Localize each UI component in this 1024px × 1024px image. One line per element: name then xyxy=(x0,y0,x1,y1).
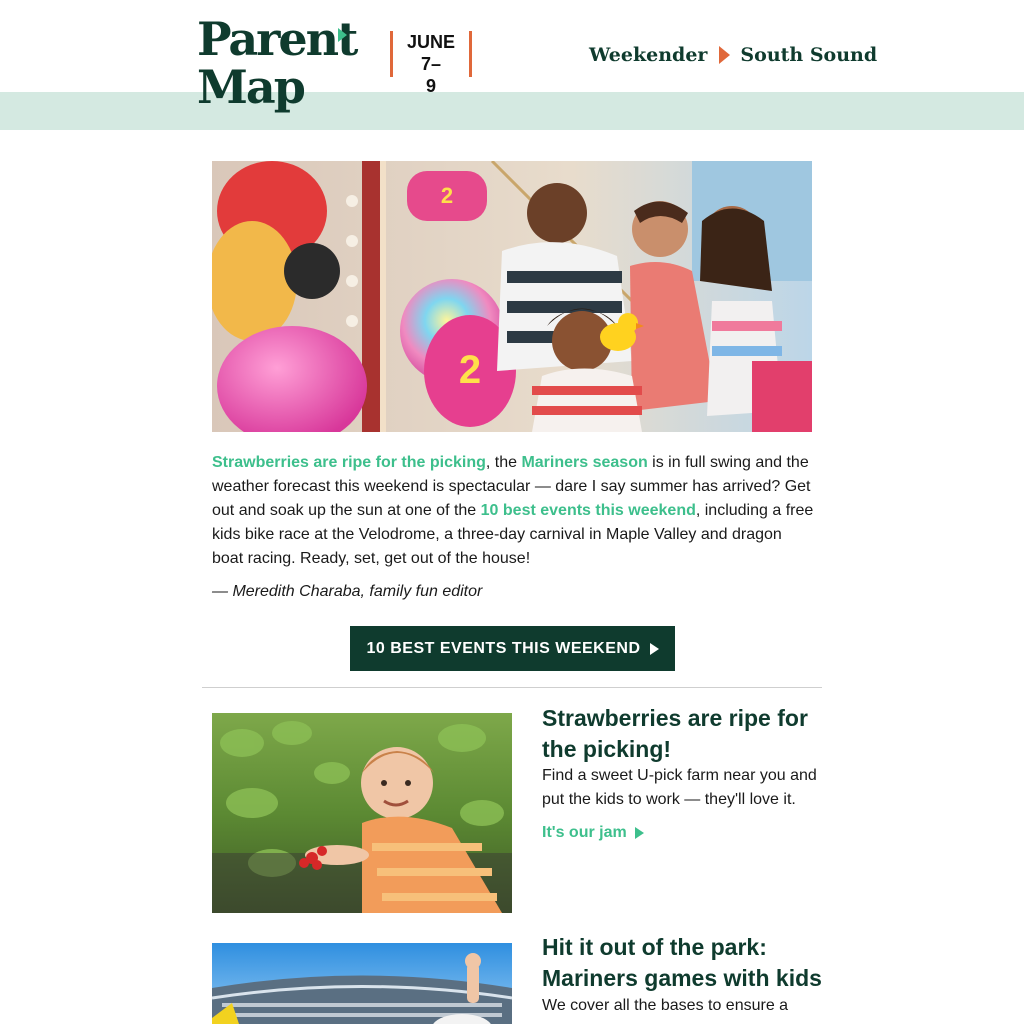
intro-text-1: , the xyxy=(485,454,522,471)
intro-link-strawberries[interactable]: Strawberries are ripe for the picking xyxy=(212,454,486,471)
logo-line-1: Parent xyxy=(197,12,357,66)
parentmap-logo[interactable] xyxy=(197,12,357,114)
mariners-article-image[interactable] xyxy=(212,943,512,1024)
intro-text-3: , including a free kids bike race at the Velodrome, a three-day carnival in Maple Valley and dragon boat racing. Ready, set, get out of the house! xyxy=(212,502,814,567)
hero-image[interactable] xyxy=(212,161,812,432)
strawberry-article-link[interactable] xyxy=(542,824,644,842)
issue-date xyxy=(390,31,472,96)
logo-flag-icon xyxy=(338,28,347,42)
issue-date-line-1: JUNE 7– xyxy=(406,32,455,74)
header-band xyxy=(0,92,1024,130)
logo-line-2: Map xyxy=(197,60,304,114)
intro-text-2: is in full swing and the weather forecast this weekend is spectacular — dare I say summer has arrived? Get out and soak up the sun at one of the xyxy=(212,454,811,519)
svg-text:2: 2 xyxy=(458,348,482,392)
strawberry-article-link-label: It's our jam xyxy=(542,824,627,841)
mariners-article-description: We cover all the bases to ensure a xyxy=(542,997,789,1014)
play-arrow-icon xyxy=(650,643,659,655)
strawberry-article-title[interactable]: Strawberries are ripe for the picking! xyxy=(542,705,808,762)
best-events-button[interactable] xyxy=(350,626,675,671)
best-events-button-label: 10 BEST EVENTS THIS WEEKEND xyxy=(366,639,641,657)
editor-byline: — Meredith Charaba, family fun editor xyxy=(212,583,483,600)
issue-date-line-2: 9 xyxy=(425,76,436,96)
intro-link-mariners[interactable]: Mariners season xyxy=(521,454,648,471)
header-edition xyxy=(589,44,877,66)
edition-region[interactable]: South Sound xyxy=(740,44,878,66)
mariners-article-title[interactable]: Hit it out of the park: Mariners games with kids xyxy=(542,934,822,991)
play-arrow-icon xyxy=(635,827,644,839)
nav-arrow-icon xyxy=(719,46,730,64)
strawberry-article-image[interactable] xyxy=(212,713,512,913)
section-divider xyxy=(202,687,822,688)
strawberry-article-description: Find a sweet U-pick farm near you and put the kids to work — they'll love it. xyxy=(542,767,817,808)
intro-link-best-events[interactable]: 10 best events this weekend xyxy=(480,502,696,519)
intro-paragraph xyxy=(212,451,816,571)
svg-text:2: 2 xyxy=(440,183,454,208)
edition-weekender[interactable]: Weekender xyxy=(589,44,708,66)
